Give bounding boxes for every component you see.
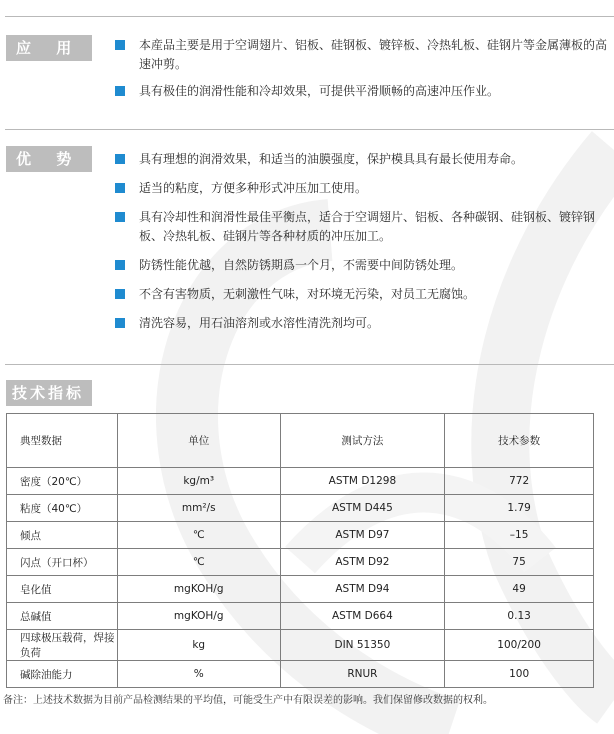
unit-cell: % — [117, 661, 280, 688]
column-header: 典型数据 — [7, 414, 118, 468]
unit-cell: kg/m³ — [117, 468, 280, 495]
unit-cell: ℃ — [117, 522, 280, 549]
bullet-square-icon — [115, 212, 125, 222]
unit-cell: mgKOH/g — [117, 576, 280, 603]
footnote: 备注：上述技术数据为目前产品检测结果的平均值，可能受生产中有限误差的影响。我们保留修改数据的权利。 — [3, 695, 493, 706]
value-cell: 100/200 — [445, 630, 594, 661]
bullet-square-icon — [115, 318, 125, 328]
technical-spec-table — [6, 413, 594, 688]
list-item — [113, 36, 611, 74]
application-label: 应 用 — [6, 35, 92, 61]
bullet-square-icon — [115, 40, 125, 50]
table-row — [7, 522, 594, 549]
table-row — [7, 468, 594, 495]
property-cell: 总碱值 — [7, 603, 118, 630]
method-cell: ASTM D97 — [280, 522, 445, 549]
property-cell: 倾点 — [7, 522, 118, 549]
value-cell: 75 — [445, 549, 594, 576]
column-header: 测试方法 — [280, 414, 445, 468]
application-list — [113, 36, 611, 101]
property-cell: 四球极压载荷，焊接负荷 — [7, 630, 118, 661]
unit-cell: mm²/s — [117, 495, 280, 522]
value-cell: 100 — [445, 661, 594, 688]
table-row — [7, 495, 594, 522]
property-cell: 碱除油能力 — [7, 661, 118, 688]
bullet-square-icon — [115, 260, 125, 270]
list-item — [113, 314, 611, 333]
list-item — [113, 285, 611, 304]
table-header-row — [7, 414, 594, 468]
unit-cell: kg — [117, 630, 280, 661]
advantage-item-text: 防锈性能优越，自然防锈期爲一个月，不需要中间防锈处理。 — [139, 258, 464, 272]
table-row — [7, 576, 594, 603]
list-item — [113, 256, 611, 275]
application-item-text: 本産品主要是用于空调翅片、铝板、硅钢板、镀锌板、冷热轧板、硅钢片等金属薄板的高速冲剪。 — [139, 38, 608, 71]
method-cell: RNUR — [280, 661, 445, 688]
property-cell: 密度（20℃） — [7, 468, 118, 495]
table-row — [7, 603, 594, 630]
bullet-square-icon — [115, 86, 125, 96]
advantage-item-text: 具有冷却性和润滑性最佳平衡点，适合于空调翅片、铝板、各种碳钢、硅钢板、镀锌钢板、冷热轧板、硅钢片等各种材质的冲压加工。 — [139, 210, 596, 243]
bullet-square-icon — [115, 289, 125, 299]
unit-cell: mgKOH/g — [117, 603, 280, 630]
column-header: 技术参数 — [445, 414, 594, 468]
method-cell: ASTM D1298 — [280, 468, 445, 495]
value-cell: 49 — [445, 576, 594, 603]
table-row — [7, 630, 594, 661]
value-cell: 772 — [445, 468, 594, 495]
property-cell: 闪点（开口杯） — [7, 549, 118, 576]
table-row — [7, 549, 594, 576]
value-cell: 0.13 — [445, 603, 594, 630]
list-item — [113, 82, 611, 101]
top-divider — [5, 16, 614, 17]
bullet-square-icon — [115, 183, 125, 193]
bullet-square-icon — [115, 154, 125, 164]
method-cell: ASTM D92 — [280, 549, 445, 576]
method-cell: ASTM D445 — [280, 495, 445, 522]
advantage-item-text: 具有理想的润滑效果，和适当的油膜强度，保护模具具有最长使用寿命。 — [139, 152, 524, 166]
list-item — [113, 208, 611, 246]
application-item-text: 具有极佳的润滑性能和冷却效果，可提供平滑顺畅的高速冲压作业。 — [139, 84, 500, 98]
table-row — [7, 661, 594, 688]
method-cell: ASTM D94 — [280, 576, 445, 603]
property-cell: 皂化值 — [7, 576, 118, 603]
value-cell: 1.79 — [445, 495, 594, 522]
method-cell: DIN 51350 — [280, 630, 445, 661]
section-divider — [5, 364, 614, 365]
unit-cell: ℃ — [117, 549, 280, 576]
list-item — [113, 150, 611, 169]
advantage-item-text: 适当的粘度，方便多种形式冲压加工使用。 — [139, 181, 368, 195]
column-header: 单位 — [117, 414, 280, 468]
advantages-label: 优 势 — [6, 146, 92, 172]
value-cell: –15 — [445, 522, 594, 549]
advantage-item-text: 清洗容易，用石油溶剂或水溶性清洗剂均可。 — [139, 316, 380, 330]
advantages-list — [113, 150, 611, 333]
advantage-item-text: 不含有害物质，无刺激性气味，对环境无污染，对员工无腐蚀。 — [139, 287, 476, 301]
property-cell: 粘度（40℃） — [7, 495, 118, 522]
section-divider — [5, 129, 614, 130]
technical-label: 技术指标 — [6, 380, 92, 406]
method-cell: ASTM D664 — [280, 603, 445, 630]
list-item — [113, 179, 611, 198]
